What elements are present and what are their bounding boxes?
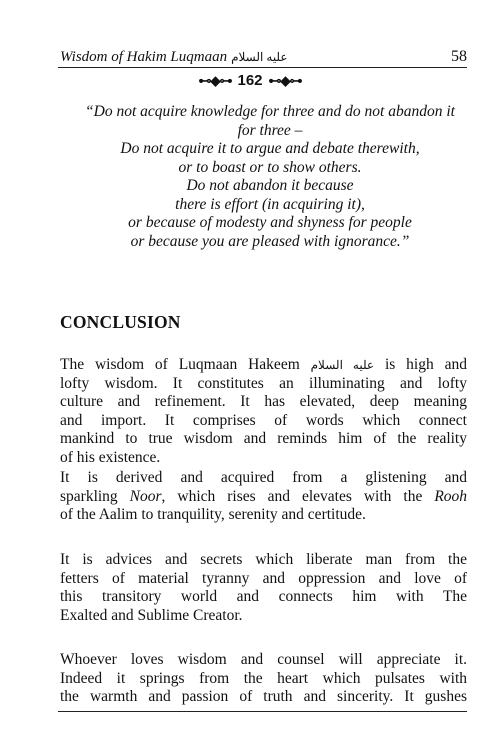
term-noor: Noor: [129, 487, 162, 505]
book-title: Wisdom of Hakim Luqmaan: [60, 49, 228, 65]
paragraph-line: Exalted and Sublime Creator.: [60, 606, 243, 624]
paragraph-line: and import. It comprises of words which connect: [60, 411, 467, 429]
quote-line: or because you are pleased with ignorance.”: [130, 232, 410, 250]
paragraph-line: culture and refinement. It has elevated, deep meaning: [60, 393, 467, 411]
quote-line: “Do not acquire knowledge for three and do not abandon it: [85, 103, 455, 120]
paragraph-line: It is advices and secrets which liberate man from the: [60, 551, 467, 568]
quote-line: there is effort (in acquiring it),: [175, 195, 365, 213]
hadith-number: 162: [237, 72, 263, 89]
paragraph-line: the warmth and passion of truth and sincerity. It gushes: [60, 688, 467, 706]
paragraph-line: of his existence.: [60, 448, 161, 466]
paragraph-line: [60, 488, 467, 507]
paragraph-line: fetters of material tyranny and oppression and love of: [60, 569, 467, 587]
quote-line: or to boast or to show others.: [178, 158, 362, 176]
right-ornament-icon: ⊷◆⊶: [268, 72, 302, 88]
text-run: is high and: [384, 356, 467, 373]
quote-line: Do not acquire it to argue and debate therewith,: [120, 140, 420, 157]
paragraph-4: [60, 651, 467, 707]
hadith-number-marker: [0, 72, 500, 89]
page-number: 58: [451, 48, 467, 65]
salutation-glyph: عليه السلام: [231, 50, 288, 64]
paragraph-1: [60, 356, 467, 468]
paragraph-line: of the Aalim to tranquility, serenity and certitude.: [60, 506, 366, 524]
quote-line: for three –: [237, 121, 303, 139]
running-title: [60, 49, 288, 66]
salutation-glyph: عليه السلام: [310, 358, 375, 372]
running-header: [60, 48, 467, 66]
text-run: The wisdom of Luqmaan Hakeem: [60, 356, 300, 373]
footer-divider: [58, 711, 467, 712]
paragraph-3: [60, 551, 467, 625]
left-ornament-icon: ⊷◆⊶: [198, 72, 232, 88]
text-run: , which rises and elevates with the: [161, 487, 423, 505]
paragraph-line: Indeed it springs from the heart which pulsates with: [60, 669, 467, 687]
paragraph-line: lofty wisdom. It constitutes an illuminating and lofty: [60, 374, 467, 392]
quote-line: or because of modesty and shyness for people: [128, 214, 412, 231]
hadith-quote: [80, 103, 460, 251]
term-rooh: Rooh: [434, 487, 468, 505]
paragraph-line: this transitory world and connects him with The: [60, 588, 467, 606]
paragraph-2: [60, 469, 467, 525]
section-heading: CONCLUSION: [60, 312, 181, 332]
paragraph-line: It is derived and acquired from a glistening and: [60, 469, 467, 486]
quote-line: Do not abandon it because: [186, 177, 354, 194]
header-divider: [58, 67, 467, 68]
paragraph-line: [60, 356, 467, 375]
text-run: sparkling: [60, 487, 118, 505]
paragraph-line: Whoever loves wisdom and counsel will appreciate it.: [60, 651, 467, 668]
paragraph-line: mankind to true wisdom and reminds him of the reality: [60, 430, 467, 448]
